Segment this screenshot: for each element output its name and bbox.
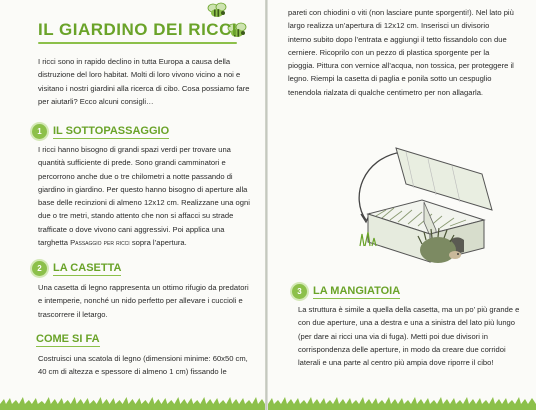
mangiatoia-paragraph: La struttura è simile a quella della casetta, ma un po’ più grande e con due aperture, una a destra e una a sinistra del lato più lungo (per dare ai ricci una via di fuga). Metti poi due divisori in corrispondenza delle aperture, in modo da creare due corridoi laterali e una parte al centro più ampia dove riporre il cibo! bbox=[298, 305, 520, 368]
page-title: IL GIARDINO DEI RICCI bbox=[38, 20, 238, 39]
grass-border bbox=[268, 396, 536, 410]
section-heading-sottopassaggio bbox=[32, 124, 169, 139]
section-heading-mangiatoia bbox=[292, 284, 400, 299]
paragraph-text: I ricci hanno bisogno di grandi spazi verdi per trovare una quantità sufficiente di prede. Sono grandi camminatori e percorrono anche due o tre chilometri a notte passando di giardino in giardino. Per questo hanno bisogno di aperture alla base delle recinzioni di almeno 12x12 cm. Realizzane una ogni due o tre metri, stando attento che non si affacci su strade trafficate o dove vivono cani aggressivi. Poi applica una targhetta bbox=[38, 145, 250, 248]
casetta-paragraph: Una casetta di legno rappresenta un ottimo rifugio da predatori e intemperie, nonché un nido perfetto per allevare i cuccioli e trascorrere il letargo. bbox=[38, 283, 249, 319]
sottopassaggio-paragraph bbox=[38, 143, 252, 249]
hedgehog-house-illustration bbox=[332, 138, 496, 266]
grass-border bbox=[0, 396, 265, 410]
paragraph-text: sopra l’apertura. bbox=[131, 238, 187, 248]
section-number-badge: 3 bbox=[292, 284, 307, 299]
section-title: IL SOTTOPASSAGGIO bbox=[53, 124, 170, 137]
section-title: LA MANGIATOIA bbox=[313, 284, 401, 297]
sign-text: Passaggio per ricci bbox=[70, 238, 130, 248]
right-page bbox=[268, 0, 536, 410]
come-si-fa-paragraph: Costruisci una scatola di legno (dimensioni minime: 60x50 cm, 40 cm di altezza e spessore di almeno 1 cm) fissando le bbox=[38, 354, 248, 377]
section-number-badge: 1 bbox=[32, 124, 47, 139]
section-title: COME SI FA bbox=[36, 333, 100, 345]
section-title: LA CASETTA bbox=[53, 261, 122, 274]
section-heading-come-si-fa bbox=[36, 333, 100, 347]
section-heading-casetta bbox=[32, 261, 121, 276]
section-number-badge: 2 bbox=[32, 261, 47, 276]
intro-paragraph: I ricci sono in rapido declino in tutta Europa a causa della distruzione del loro habitat. Molti di loro vivono vicino a noi e visitano i nostri giardini alla ricerca di cibo. Cosa possiamo fare per aiutarli? Ecco alcuni consigli… bbox=[38, 57, 250, 106]
left-page bbox=[0, 0, 266, 410]
continued-paragraph: pareti con chiodini o viti (non lasciare punte sporgenti!). Nel lato più largo realizza un’apertura di 12x12 cm. Inserisci un divisorio interno subito dopo l’entrata e aggiungi il tetto fissandolo con due cerniere. Ricoprilo con un pezzo di plastica sporgente per la pioggia. Pittura con vernice all’acqua, non tossica, per proteggere il legno. Riempi la casetta di paglia e ponila sotto un cespuglio tenendola rialzata di qualche centimetro per non allagarla. bbox=[288, 8, 514, 97]
bee-icon bbox=[206, 2, 228, 20]
